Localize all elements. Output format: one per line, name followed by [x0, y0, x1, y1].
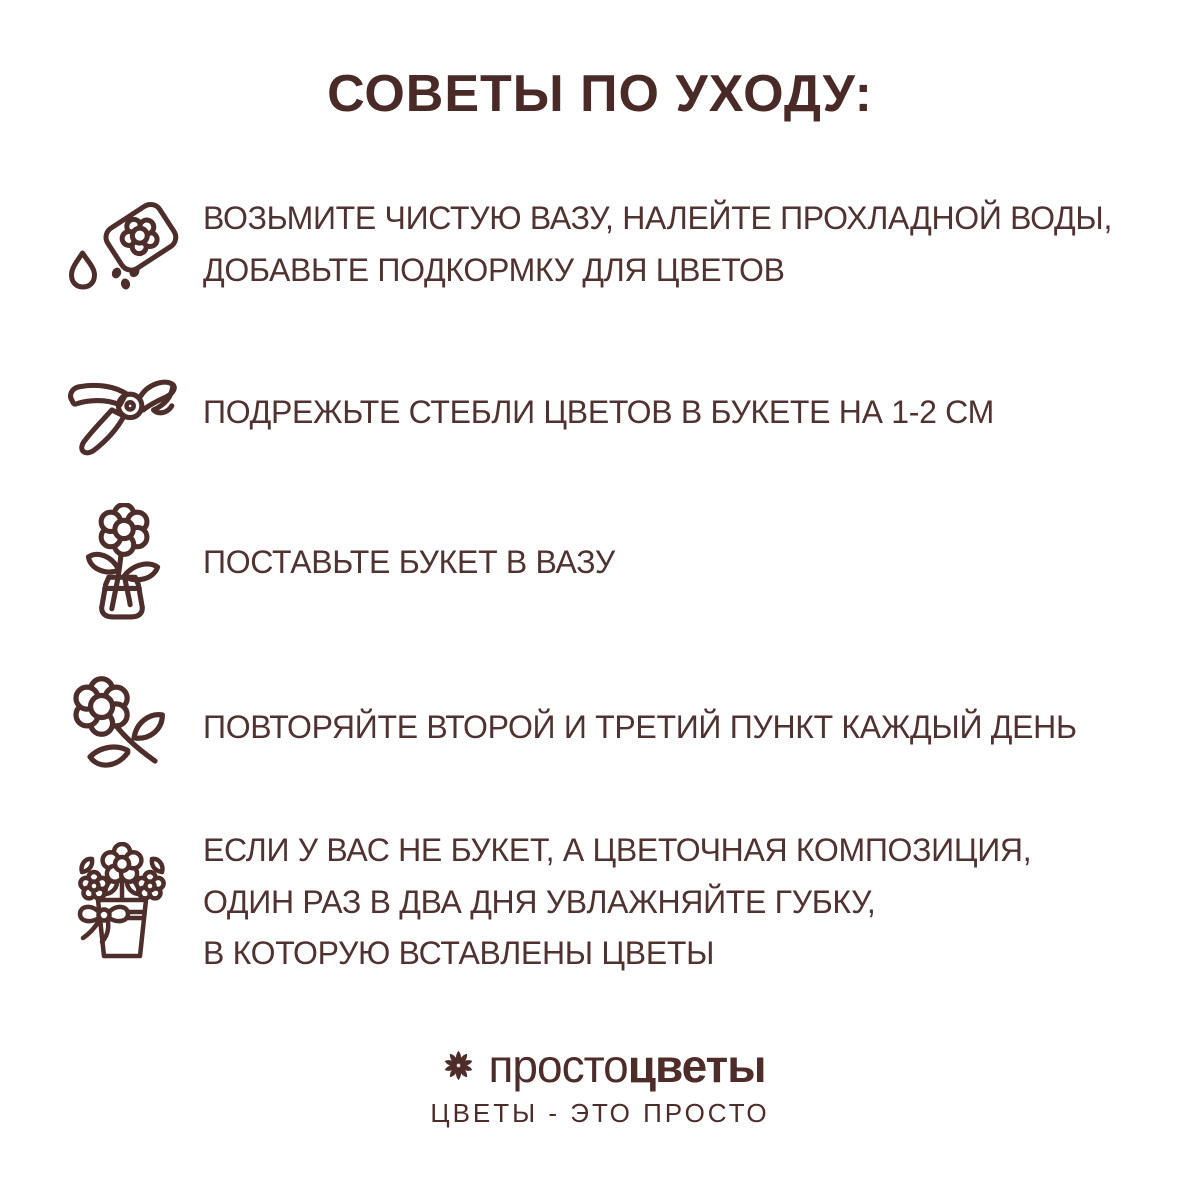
- tip-item-trim-stems: [57, 350, 1160, 475]
- tip-text: [203, 825, 1031, 980]
- tip-item-repeat-daily: [57, 663, 1160, 793]
- tip-text-line: ОДИН РАЗ В ДВА ДНЯ УВЛАЖНЯЙТЕ ГУБКУ,: [203, 883, 876, 920]
- brand-name: [488, 1039, 766, 1092]
- tip-item-add-water: [57, 180, 1160, 310]
- tip-text-line: ДОБАВЬТЕ ПОДКОРМКУ ДЛЯ ЦВЕТОВ: [203, 252, 785, 288]
- seed-packet-and-water-drop-icon: [57, 195, 187, 295]
- brand-footer: [0, 1039, 1200, 1129]
- flower-with-leaves-icon: [57, 673, 187, 783]
- brand-logo: [435, 1039, 766, 1092]
- tip-text-line: В КОТОРУЮ ВСТАВЛЕНЫ ЦВЕТЫ: [203, 935, 715, 972]
- tip-text-line: ВОЗЬМИТЕ ЧИСТУЮ ВАЗУ, НАЛЕЙТЕ ПРОХЛАДНОЙ ВОДЫ,: [203, 200, 1113, 237]
- tip-text: [203, 537, 615, 589]
- tip-text: [203, 702, 1077, 754]
- tip-item-put-in-vase: [57, 498, 1160, 628]
- brand-name-bold: цветы: [627, 1039, 766, 1092]
- flower-pot-with-bow-icon: [57, 842, 187, 964]
- flower-in-vase-icon: [57, 503, 187, 623]
- pruning-shears-icon: [57, 364, 187, 462]
- brand-tagline: ЦВЕТЫ - ЭТО ПРОСТО: [430, 1098, 770, 1128]
- brand-name-regular: просто: [488, 1039, 628, 1092]
- tip-item-composition-sponge: [57, 815, 1160, 990]
- tip-text-line: ПОСТАВЬТЕ БУКЕТ В ВАЗУ: [203, 544, 615, 581]
- tip-text-line: ПОВТОРЯЙТЕ ВТОРОЙ И ТРЕТИЙ ПУНКТ КАЖДЫЙ ДЕНЬ: [203, 709, 1077, 746]
- tip-text: [203, 387, 994, 439]
- tip-text-line: ПОДРЕЖЬТЕ СТЕБЛИ ЦВЕТОВ В БУКЕТЕ НА 1-2 СМ: [203, 393, 994, 430]
- page-title: СОВЕТЫ ПО УХОДУ:: [327, 65, 873, 123]
- brand-flower-icon: [435, 1042, 482, 1089]
- tip-text: [203, 193, 1112, 297]
- tip-text-line: ЕСЛИ У ВАС НЕ БУКЕТ, А ЦВЕТОЧНАЯ КОМПОЗИЦИЯ,: [203, 831, 1032, 868]
